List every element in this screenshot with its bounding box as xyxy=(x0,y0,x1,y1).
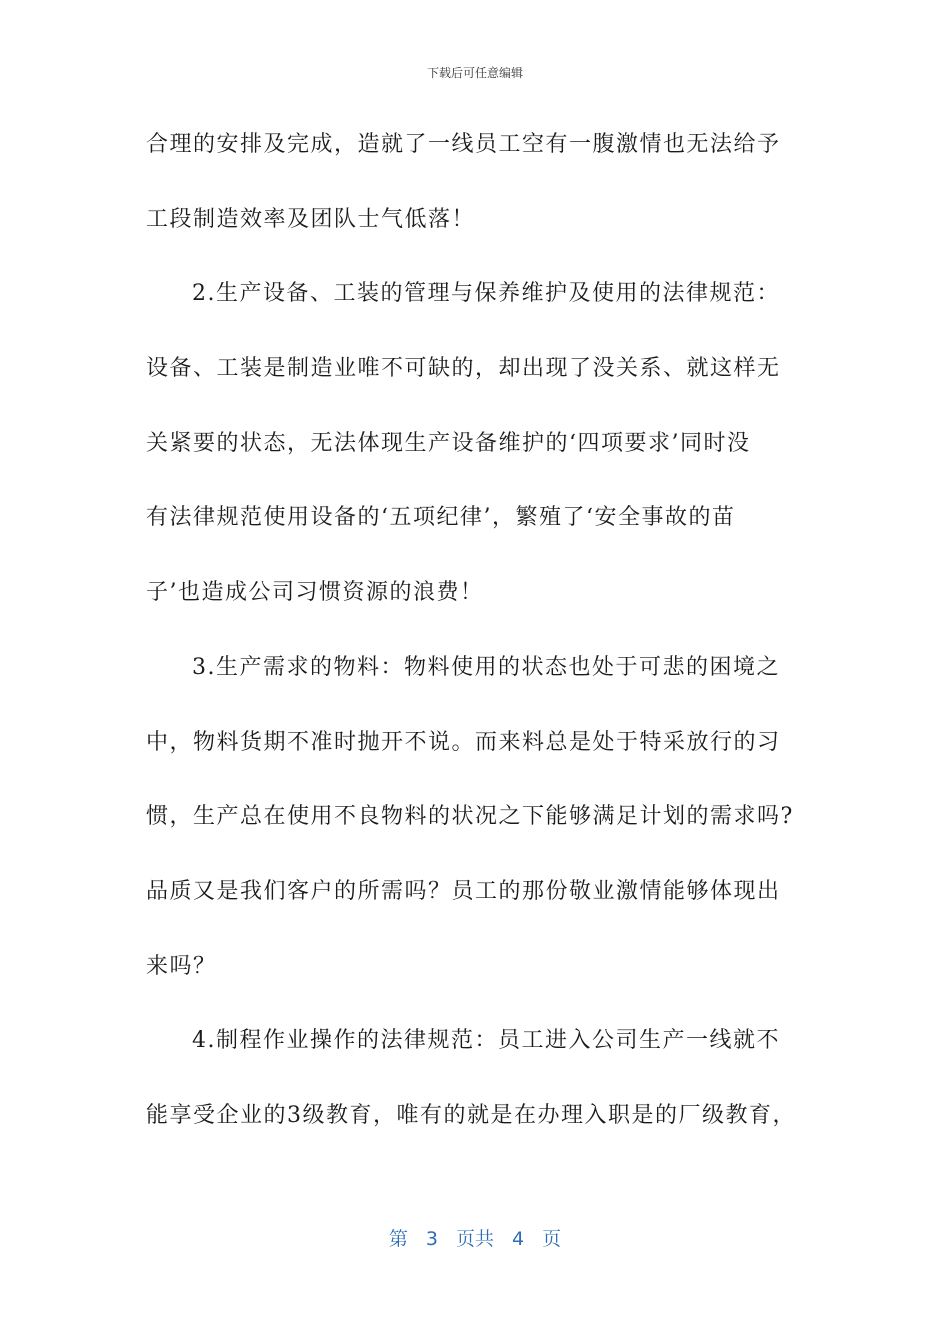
text-line: 设备、工装是制造业唯不可缺的，却出现了没关系、就这样无 xyxy=(146,356,781,382)
text-line: 能享受企业的3级教育，唯有的就是在办理入职是的厂级教育， xyxy=(146,1102,796,1128)
text-line: 关紧要的状态，无法体现生产设备维护的‘四项要求’同时没 xyxy=(146,430,751,456)
text-line: 品质又是我们客户的所需吗？员工的那份敬业激情能够体现出 xyxy=(146,878,781,904)
text-line: 合理的安排及完成，造就了一线员工空有一腹激情也无法给予 xyxy=(146,132,781,157)
page-label-mid: 页共 xyxy=(455,1228,494,1250)
text-line: 子’也造成公司习惯资源的浪费！ xyxy=(146,580,484,606)
text-line: 来吗？ xyxy=(146,953,217,979)
page-label-pre: 第 xyxy=(388,1228,408,1250)
document-body xyxy=(146,116,804,1162)
text-line: 有法律规范使用设备的‘五项纪律’，繁殖了‘安全事故的苗 xyxy=(146,505,736,531)
text-line: 工段制造效率及团队士气低落！ xyxy=(146,206,476,232)
text-line: 中，物料货期不准时抛开不说。而来料总是处于特采放行的习 xyxy=(146,729,781,755)
page-total: 4 xyxy=(512,1228,525,1250)
header-note: 下载后可任意编辑 xyxy=(426,66,523,80)
section-heading-4: 4.制程作业操作的法律规范：员工进入公司生产一线就不 xyxy=(192,1028,780,1054)
section-heading-2: 2.生产设备、工装的管理与保养维护及使用的法律规范： xyxy=(192,281,780,307)
page-current: 3 xyxy=(425,1228,438,1250)
page-label-post: 页 xyxy=(542,1228,562,1250)
text-line: 惯，生产总在使用不良物料的状况之下能够满足计划的需求吗? xyxy=(146,804,794,830)
page-footer xyxy=(0,1224,950,1251)
section-heading-3: 3.生产需求的物料：物料使用的状态也处于可悲的困境之 xyxy=(192,654,780,680)
